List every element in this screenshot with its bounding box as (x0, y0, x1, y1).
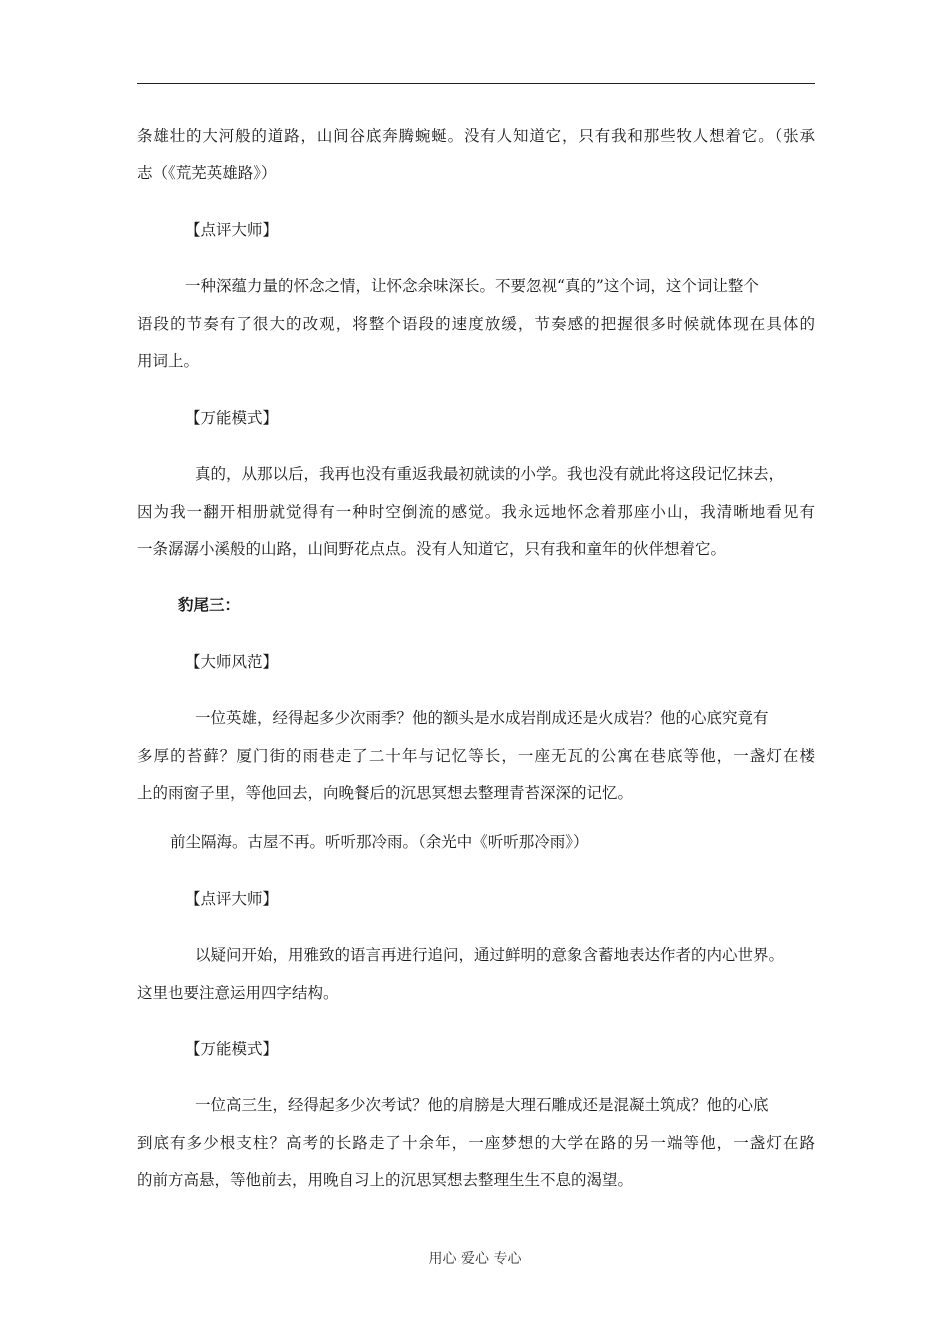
paragraph-line: 志（《荒芜英雄路》） (137, 164, 277, 182)
page-footer: 用心 爱心 专心 (428, 1251, 522, 1267)
paragraph-line: 一条潺潺小溪般的山路，山间野花点点。没有人知道它，只有我和童年的伙伴想着它。 (137, 540, 727, 558)
paragraph-line: 前尘隔海。古屋不再。听听那冷雨。（余光中《听听那冷雨》） (170, 833, 589, 851)
paragraph-line: 到底有多少根支柱？高考的长路走了十余年，一座梦想的大学在路的另一端等他，一盏灯在路 (137, 1134, 815, 1152)
paragraph-line: 语段的节奏有了很大的改观，将整个语段的速度放缓，节奏感的把握很多时候就体现在具体的 (137, 315, 815, 333)
paragraph-line: 这里也要注意运用四字结构。 (137, 984, 339, 1002)
paragraph-line: 的前方高悬，等他前去，用晚自习上的沉思冥想去整理生生不息的渴望。 (137, 1171, 634, 1189)
section-heading: 【大师风范】 (185, 653, 279, 671)
section-title: 豹尾三： (178, 595, 241, 614)
paragraph-line: 以疑问开始，用雅致的语言再进行追问，通过鲜明的意象含蓄地表达作者的内心世界。 (195, 946, 785, 964)
paragraph-line: 真的，从那以后，我再也没有重返我最初就读的小学。我也没有就此将这段记忆抹去， (195, 465, 785, 483)
paragraph-line: 一位高三生，经得起多少次考试？他的肩膀是大理石雕成还是混凝土筑成？他的心底 (195, 1096, 769, 1114)
paragraph-line: 多厚的苔藓？厦门街的雨巷走了二十年与记忆等长，一座无瓦的公寓在巷底等他，一盏灯在楼 (137, 747, 815, 765)
header-rule (137, 83, 815, 84)
section-heading: 【万能模式】 (185, 1040, 279, 1058)
paragraph-line: 因为我一翻开相册就觉得有一种时空倒流的感觉。我永远地怀念着那座小山，我清晰地看见有 (137, 503, 815, 521)
section-heading: 【点评大师】 (185, 890, 279, 908)
section-heading: 【点评大师】 (185, 221, 279, 239)
paragraph-line: 一种深蕴力量的怀念之情，让怀念余味深长。不要忽视“真的”这个词，这个词让整个 (185, 277, 759, 295)
paragraph-line: 上的雨窗子里，等他回去，向晚餐后的沉思冥想去整理青苔深深的记忆。 (137, 784, 634, 802)
paragraph-line: 一位英雄，经得起多少次雨季？他的额头是水成岩削成还是火成岩？他的心底究竟有 (195, 709, 769, 727)
paragraph-line: 用词上。 (137, 352, 200, 370)
section-heading: 【万能模式】 (185, 409, 279, 427)
paragraph-line: 条雄壮的大河般的道路，山间谷底奔腾蜿蜒。没有人知道它，只有我和那些牧人想着它。（张承 (137, 127, 815, 145)
